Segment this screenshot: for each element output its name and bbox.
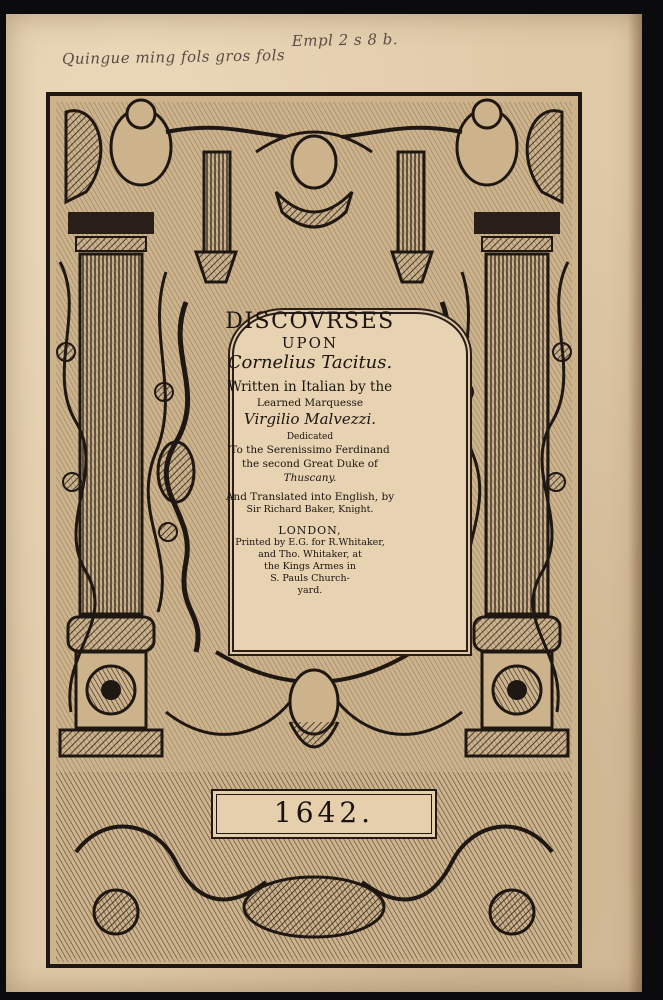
book-title: DISCOVRSES xyxy=(225,309,395,334)
handwritten-note-top: Empl 2 s 8 b. xyxy=(291,30,399,51)
title-subject: Cornelius Tacitus. xyxy=(227,352,393,373)
author-name: Virgilio Malvezzi. xyxy=(243,410,377,428)
dedicated-label: Dedicated xyxy=(286,432,334,442)
written-line-2: Learned Marquesse xyxy=(256,397,364,409)
title-block xyxy=(194,310,426,597)
page-edge-shadow xyxy=(628,14,642,992)
title-upon: UPON xyxy=(281,334,339,352)
imprint-place: LONDON, xyxy=(278,524,342,537)
publication-year: 1642. xyxy=(211,789,437,839)
handwritten-annotations xyxy=(52,28,533,76)
written-line-1: Written in Italian by the xyxy=(227,379,393,395)
imprint-line-5: yard. xyxy=(297,585,323,596)
dedication-line-3: Thuscany. xyxy=(283,472,337,484)
dedication-line-1: To the Serenissimo Ferdinand xyxy=(230,444,390,456)
translation-line-2: Sir Richard Baker, Knight. xyxy=(246,504,374,515)
translation-line-1: And Translated into English, by xyxy=(225,491,395,503)
dedication-line-2: the second Great Duke of xyxy=(242,458,378,470)
imprint-line-1: Printed by E.G. for R.Whitaker, xyxy=(235,537,385,548)
imprint-line-4: S. Pauls Church- xyxy=(270,573,350,584)
title-page xyxy=(6,14,642,992)
imprint-line-3: the Kings Armes in xyxy=(264,561,356,572)
imprint-line-2: and Tho. Whitaker, at xyxy=(258,549,362,560)
handwritten-note-left: Quingue ming fols gros fols xyxy=(61,46,286,69)
